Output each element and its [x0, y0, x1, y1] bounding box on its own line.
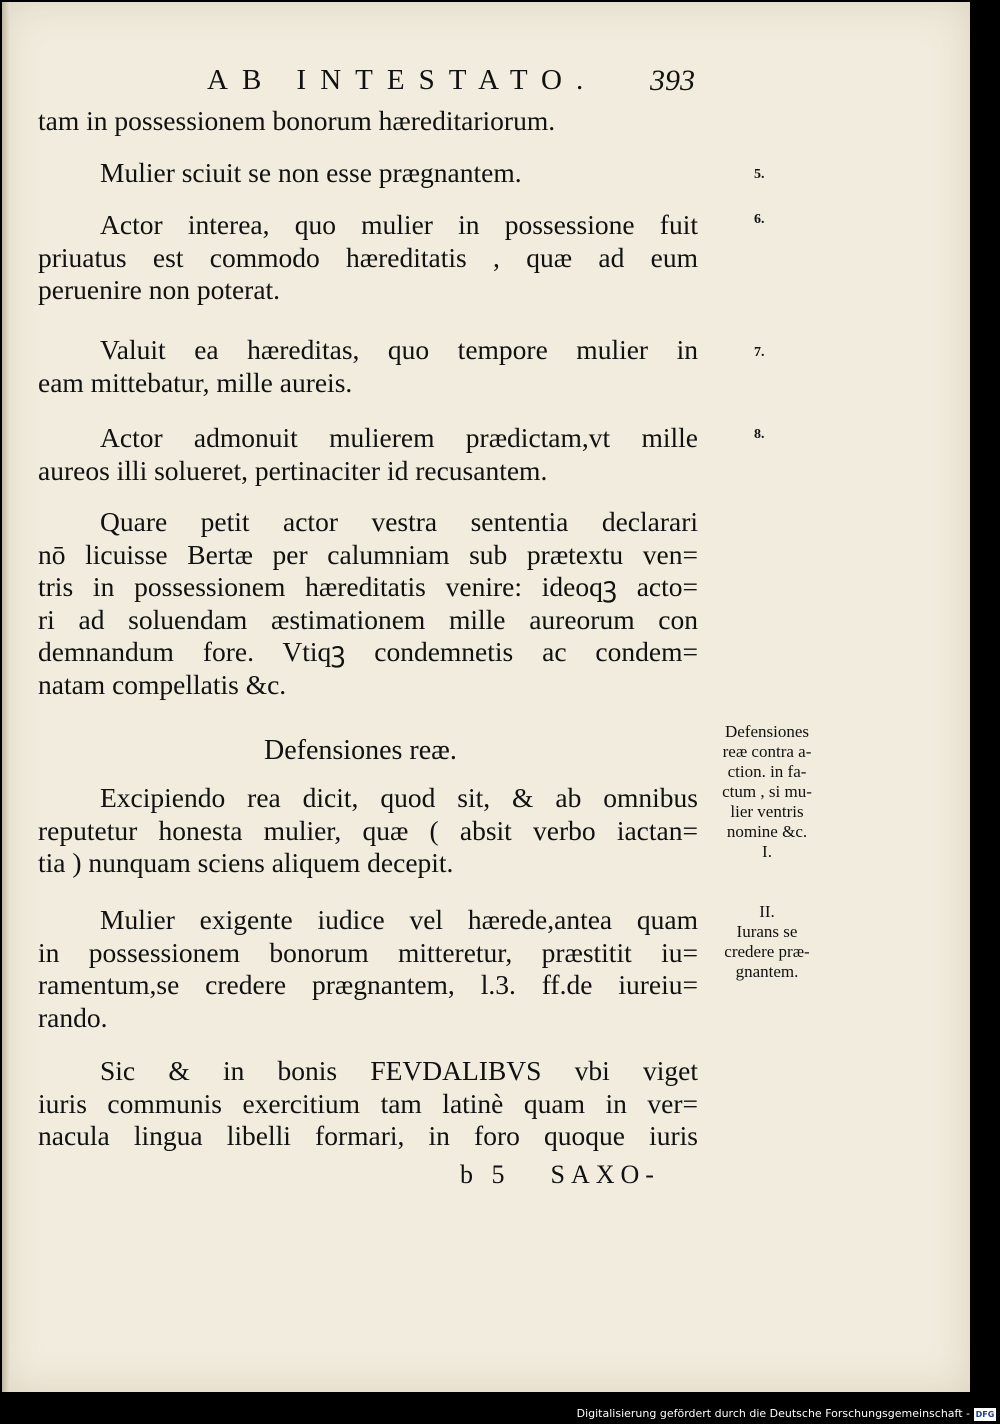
section-heading: Defensiones reæ. — [264, 735, 457, 766]
text-line: Mulier sciuit se non esse prægnantem. — [100, 157, 522, 188]
page-header — [2, 64, 970, 104]
text-line: aureos illi solueret, pertinaciter id recusantem. — [38, 454, 548, 486]
paragraph-0 — [38, 105, 698, 138]
paragraph-8 — [38, 1055, 698, 1153]
text-line: eam mittebatur, mille aureis. — [38, 366, 353, 398]
gloss-line: I. — [762, 842, 772, 861]
text-line: Quare petit actor vestra sententia declarari — [100, 506, 698, 537]
text-line: tam in possessionem bonorum hæreditariorum. — [38, 105, 556, 136]
text-line: Sic & in bonis FEVDALIBVS vbi viget — [100, 1055, 698, 1086]
text-line: Excipiendo rea dicit, quod sit, & ab omnibus — [100, 782, 698, 813]
running-title: AB INTESTATO. — [207, 64, 598, 96]
text-line: peruenire non poterat. — [38, 274, 281, 305]
text-line: Mulier exigente iudice vel hærede,antea quam — [100, 904, 698, 935]
gloss-line: II. — [759, 902, 775, 921]
margin-number-6: 6. — [754, 212, 765, 227]
book-page — [2, 2, 970, 1392]
signature-mark: b 5 — [460, 1160, 511, 1189]
text-line: natam compellatis &c. — [38, 668, 287, 700]
paragraph-6 — [38, 782, 698, 880]
gloss-line: reæ contra a- — [722, 742, 812, 761]
text-line: nacula lingua libelli formari, in foro quoque iuris — [38, 1120, 698, 1151]
page-number: 393 — [650, 64, 695, 97]
gloss-line: ction. in fa- — [727, 762, 807, 781]
margin-number-7: 7. — [754, 345, 765, 360]
paragraph-5 — [38, 506, 698, 701]
text-line: Valuit ea hæreditas, quo tempore mulier in — [100, 334, 698, 365]
text-line: priuatus est commodo hæreditatis , quæ ad eum — [38, 241, 698, 273]
text-line: reputetur honesta mulier, quæ ( absit verbo iactan= — [38, 814, 698, 846]
gloss-line: nomine &c. — [726, 822, 808, 841]
margin-number-5: 5. — [754, 167, 765, 182]
text-line: tris in possessionem hæreditatis venire: ideoqꝫ acto= — [38, 571, 698, 602]
gloss-line: lier ventris — [730, 802, 804, 821]
paragraph-3 — [38, 334, 698, 399]
text-line: in possessionem bonorum mitteretur, præstitit iu= — [38, 936, 698, 968]
text-line: rando. — [38, 1001, 108, 1033]
text-line: ri ad soluendam æstimationem mille aureorum con — [38, 603, 698, 635]
catchword: SAXO- — [550, 1160, 660, 1189]
text-line: Actor admonuit mulierem prædictam,vt mille — [100, 422, 698, 453]
marginal-gloss-iurans — [702, 902, 832, 982]
gloss-line: ctum , si mu- — [722, 782, 812, 801]
marginal-gloss-defensiones — [702, 722, 832, 862]
paragraph-1 — [38, 157, 698, 190]
text-line: Actor interea, quo mulier in possessione fuit — [100, 209, 698, 240]
text-line: nō licuisse Bertæ per calumniam sub prætextu ven= — [38, 538, 698, 570]
text-line: tia ) nunquam sciens aliquem decepit. — [38, 847, 454, 878]
dfg-logo: DFG — [975, 1410, 995, 1419]
text-line: iuris communis exercitium tam latinè quam in ver= — [38, 1087, 698, 1119]
gloss-line: Defensiones — [724, 722, 810, 741]
digitization-credit: Digitalisierung gefördert durch die Deutsche Forschungsgemeinschaft - — [576, 1407, 970, 1420]
paragraph-7 — [38, 904, 698, 1034]
gloss-line: gnantem. — [735, 962, 799, 981]
page-gutter-edge — [2, 2, 10, 1392]
text-line: demnandum fore. Vtiqꝫ condemnetis ac condem= — [38, 636, 698, 667]
gloss-line: Iurans se — [736, 922, 798, 941]
page-footer — [460, 1160, 700, 1190]
paragraph-2 — [38, 209, 698, 307]
margin-number-8: 8. — [754, 427, 765, 442]
gloss-line: credere præ- — [724, 942, 810, 961]
text-line: ramentum,se credere prægnantem, l.3. ff.de iureiu= — [38, 969, 698, 1000]
paragraph-4 — [38, 422, 698, 487]
